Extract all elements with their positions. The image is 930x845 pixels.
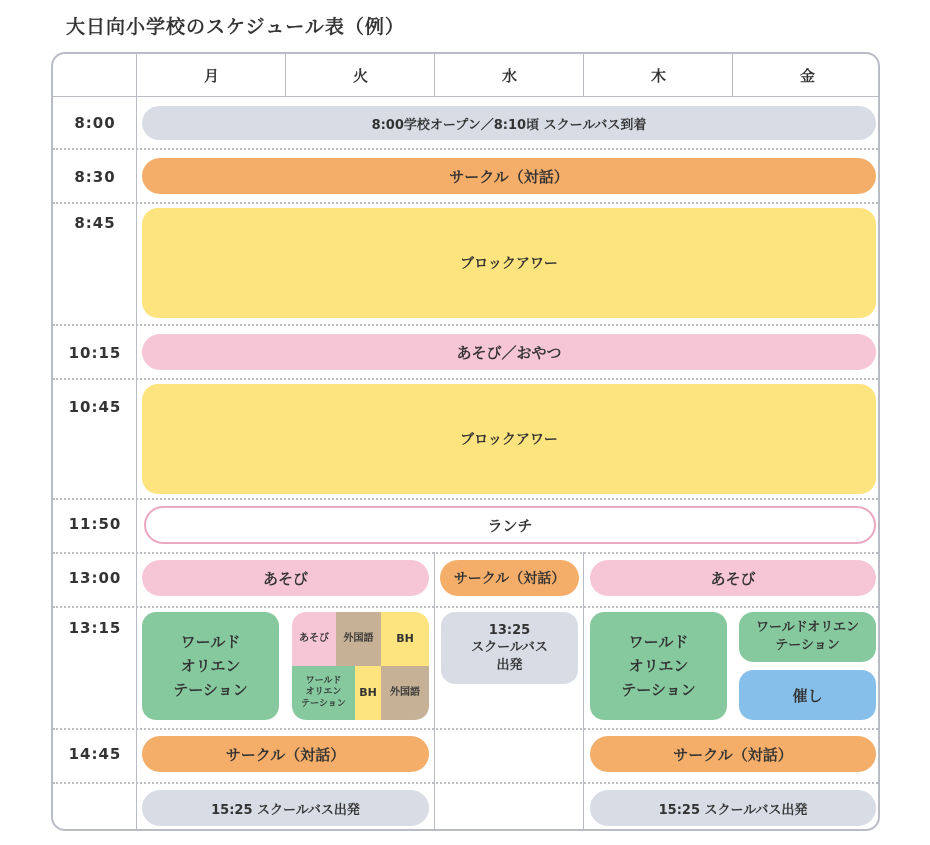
row-divider <box>53 606 878 608</box>
lunch-block: ランチ <box>144 506 876 544</box>
schedule-table <box>51 52 880 831</box>
column-divider <box>583 54 584 96</box>
day-header-fri: 金 <box>799 66 815 85</box>
foreign-language-cell: 外国語 <box>381 666 429 720</box>
row-divider <box>53 728 878 730</box>
arrival-block: 8:00学校オープン／8:10頃 スクールバス到着 <box>142 106 876 140</box>
page-title: 大日向小学校のスケジュール表（例） <box>66 16 405 38</box>
time-label: 10:45 <box>68 398 122 416</box>
foreign-language-cell: 外国語 <box>336 612 381 666</box>
world-orientation-cell: ワールド オリエン テーション <box>292 666 355 720</box>
time-label: 14:45 <box>68 745 122 763</box>
day-header-thu: 木 <box>650 66 666 85</box>
row-divider <box>53 498 878 500</box>
row-divider <box>53 148 878 150</box>
row-divider <box>53 202 878 204</box>
bh-cell: BH <box>355 666 381 720</box>
column-divider <box>732 54 733 96</box>
school-bus-departure-wed: 13:25 スクールバス 出発 <box>441 612 578 684</box>
play-snack-block: あそび／おやつ <box>142 334 876 370</box>
bh-cell: BH <box>381 612 429 666</box>
right-accent-line <box>878 96 880 831</box>
time-label: 8:00 <box>74 114 116 132</box>
row-divider <box>53 324 878 326</box>
header-divider <box>53 96 878 97</box>
play-cell: あそび <box>292 612 336 666</box>
block-hour: ブロックアワー <box>142 384 876 494</box>
column-divider <box>434 552 435 831</box>
world-orientation-fri: ワールドオリエン テーション <box>739 612 876 662</box>
world-orientation-thu: ワールド オリエン テーション <box>590 612 727 720</box>
play-block-mon-tue: あそび <box>142 560 429 596</box>
time-label: 8:45 <box>74 214 116 232</box>
world-orientation-mon: ワールド オリエン テーション <box>142 612 279 720</box>
circle-block: サークル（対話） <box>142 158 876 194</box>
time-label: 10:15 <box>68 344 122 362</box>
time-label: 11:50 <box>68 515 122 533</box>
row-divider <box>53 552 878 554</box>
school-bus-departure-mon-tue: 15:25 スクールバス出発 <box>142 790 429 826</box>
day-header-wed: 水 <box>501 66 517 85</box>
circle-block-mon-tue: サークル（対話） <box>142 736 429 772</box>
tuesday-activity-grid <box>292 612 429 720</box>
row-divider <box>53 378 878 380</box>
event-block-fri: 催し <box>739 670 876 720</box>
row-divider <box>53 782 878 784</box>
time-label: 8:30 <box>74 168 116 186</box>
time-label: 13:00 <box>68 569 122 587</box>
school-bus-departure-thu-fri: 15:25 スクールバス出発 <box>590 790 876 826</box>
circle-block-wed: サークル（対話） <box>440 560 579 596</box>
column-divider <box>434 54 435 96</box>
column-divider <box>583 552 584 831</box>
play-block-thu-fri: あそび <box>590 560 876 596</box>
day-header-mon: 月 <box>203 66 219 85</box>
circle-block-thu-fri: サークル（対話） <box>590 736 876 772</box>
time-label: 13:15 <box>68 619 122 637</box>
day-header-tue: 火 <box>352 66 368 85</box>
block-hour: ブロックアワー <box>142 208 876 318</box>
column-divider <box>285 54 286 96</box>
